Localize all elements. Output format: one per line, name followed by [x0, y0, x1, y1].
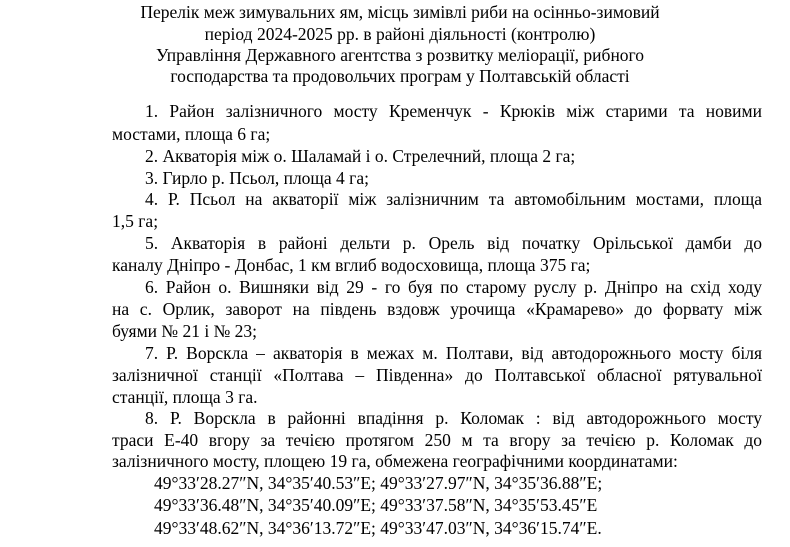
coordinates-line-2: 49°33′36.48″N, 34°35′40.09″E; 49°33′37.58″N, 34°35′53.45″E [154, 495, 598, 515]
header-line-3: Управління Державного агентства з розвитку меліорації, рибного [155, 45, 645, 65]
item-7-line-2: залізничної станції «Полтава – Південна» до Полтавської обласної рятувальної [112, 365, 762, 385]
header-line-2: період 2024-2025 рр. в районі діяльності (контролю) [204, 24, 596, 44]
item-8-line-1: 8. Р. Ворскла в районні впадіння р. Коломак : від автодорожнього мосту [145, 408, 762, 428]
header-line-1: Перелік меж зимувальних ям, місць зимівлі риби на осінньо-зимовий [140, 2, 660, 22]
item-4-line-2: 1,5 га; [112, 211, 159, 231]
item-6-line-2: на с. Орлик, заворот на південь вздовж урочища «Крамарево» до форвату між [112, 299, 762, 319]
item-2-line-1: 2. Акваторія між о. Шаламай і о. Стрелечний, площа 2 га; [145, 146, 576, 166]
item-5-line-2: каналу Дніпро - Донбас, 1 км вглиб водосховища, площа 375 га; [112, 255, 591, 275]
coordinates-line-3: 49°33′48.62″N, 34°36′13.72″E; 49°33′47.03″N, 34°36′15.74″E. [154, 518, 602, 538]
item-6-line-1: 6. Район о. Вишняки від 29 - го буя по старому руслу р. Дніпро на схід ходу [145, 277, 762, 297]
item-8-line-2: траси Е-40 вгору за течією протягом 250 м та вгору за течією р. Коломак до [112, 430, 762, 450]
item-1-line-1: 1. Район залізничного мосту Кременчук - Крюків між старими та новими [145, 101, 762, 121]
item-1-line-2: мостами, площа 6 га; [112, 124, 271, 144]
item-7-line-1: 7. Р. Ворскла – акваторія в межах м. Полтави, від автодорожнього мосту біля [145, 343, 762, 363]
item-8-line-3: залізничного мосту, площею 19 га, обмежена географічними координатами: [112, 451, 678, 471]
header-line-4: господарства та продовольчих програм у Полтавській області [170, 66, 630, 86]
coordinates-line-1: 49°33′28.27″N, 34°35′40.53″E; 49°33′27.97″N, 34°35′36.88″E; [154, 473, 603, 493]
item-5-line-1: 5. Акваторія в районі дельти р. Орель від початку Орільської дамби до [145, 233, 762, 253]
item-4-line-1: 4. Р. Псьол на акваторії між залізничним та автомобільним мостами, площа [145, 189, 762, 209]
item-3-line-1: 3. Гирло р. Псьол, площа 4 га; [145, 168, 369, 188]
item-7-line-3: станції, площа 3 га. [112, 387, 258, 407]
item-6-line-3: буями № 21 і № 23; [112, 321, 258, 341]
